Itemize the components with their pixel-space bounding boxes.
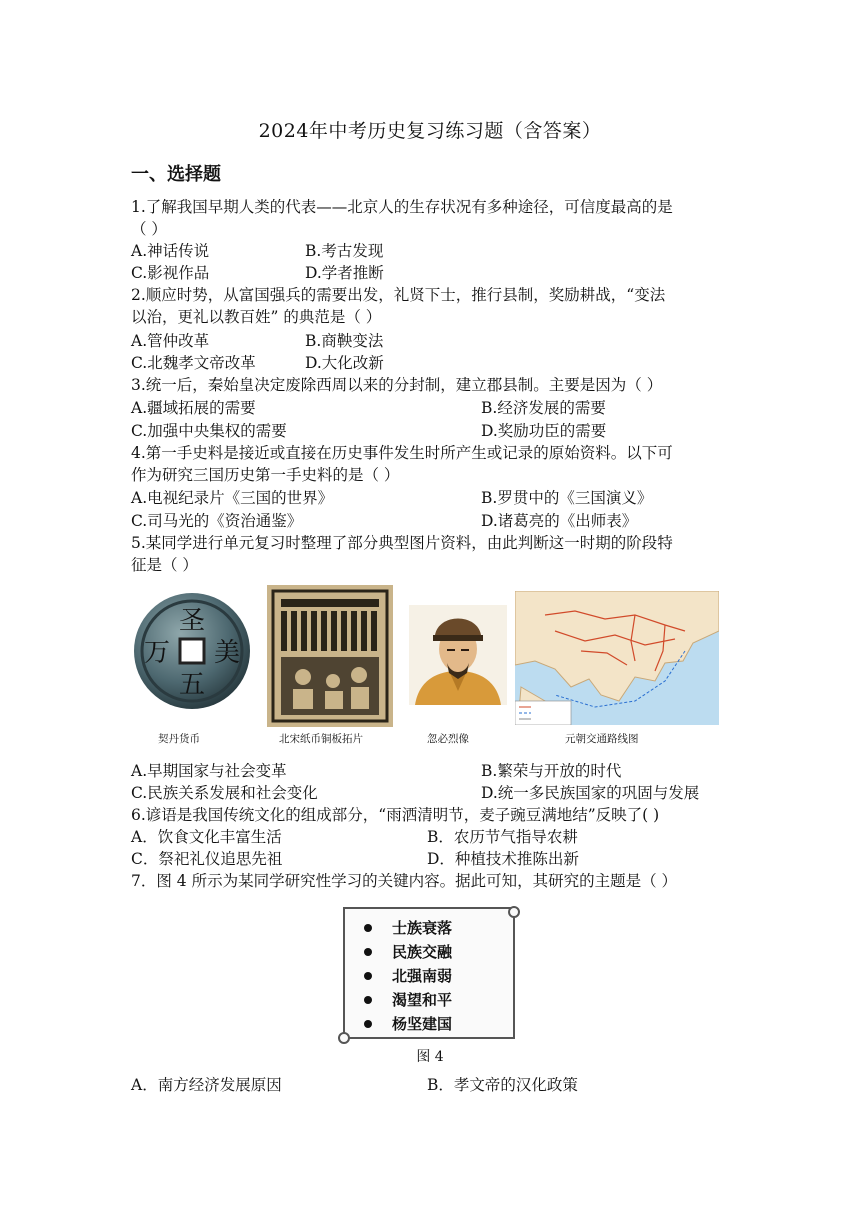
question-1-option-d: D.学者推断 bbox=[305, 264, 384, 282]
question-5-option-a: A.早期国家与社会变革 bbox=[131, 762, 287, 780]
portrait-hat-brim bbox=[433, 635, 483, 641]
question-3-option-d: D.奖励功臣的需要 bbox=[481, 422, 607, 440]
question-7-text: 7．图 4 所示为某同学研究性学习的关键内容。据此可知，其研究的主题是（ ） bbox=[131, 872, 678, 890]
scroll-top-curl bbox=[509, 907, 519, 917]
coin-square-hole bbox=[180, 639, 204, 663]
question-3-text: 3.统一后，秦始皇决定废除西周以来的分封制，建立郡县制。主要是因为（ ） bbox=[131, 376, 663, 394]
yuan-route-map-image bbox=[515, 591, 719, 725]
question-6-text: 6.谚语是我国传统文化的组成部分，“雨洒清明节，麦子豌豆满地结”反映了( ) bbox=[131, 806, 660, 824]
question-6-option-c: C．祭祀礼仪追思先祖 bbox=[131, 850, 283, 868]
map-legend-box bbox=[515, 701, 571, 725]
caption-khitan-coin: 契丹货币 bbox=[158, 733, 200, 745]
question-2-option-a: A.管仲改革 bbox=[131, 332, 210, 350]
question-1-text-line1: 1.了解我国早期人类的代表——北京人的生存状况有多种途径，可信度最高的是 bbox=[131, 198, 673, 216]
question-3-option-a: A.疆域拓展的需要 bbox=[131, 399, 256, 417]
question-4-option-a: A.电视纪录片《三国的世界》 bbox=[131, 489, 334, 507]
scroll-bottom-curl bbox=[339, 1033, 349, 1043]
question-4-option-b: B.罗贯中的《三国演义》 bbox=[481, 489, 653, 507]
song-banknote-rubbing-image bbox=[267, 585, 393, 727]
question-1-option-c: C.影视作品 bbox=[131, 264, 210, 282]
question-3-option-b: B.经济发展的需要 bbox=[481, 399, 606, 417]
question-5-option-b: B.繁荣与开放的时代 bbox=[481, 762, 622, 780]
question-4-option-d: D.诸葛亮的《出师表》 bbox=[481, 512, 638, 530]
document-title: 2024年中考历史复习练习题（含答案） bbox=[258, 120, 602, 142]
question-5-option-d: D.统一多民族国家的巩固与发展 bbox=[481, 784, 700, 802]
coin-char-right: 美 bbox=[213, 638, 241, 668]
question-4-text-line1: 4.第一手史料是接近或直接在历史事件发生时所产生或记录的原始资料。以下可 bbox=[131, 444, 673, 462]
question-6-option-d: D．种植技术推陈出新 bbox=[427, 850, 579, 868]
khitan-coin-image bbox=[131, 585, 253, 725]
coin-char-top: 圣 bbox=[178, 606, 206, 636]
question-5-text-line2: 征是（ ） bbox=[131, 556, 198, 574]
question-5-option-c: C.民族关系发展和社会变化 bbox=[131, 784, 318, 802]
question-5-figures bbox=[131, 585, 731, 745]
question-2-option-d: D.大化改新 bbox=[305, 354, 384, 372]
scroll-item-3: 北强南弱 bbox=[392, 967, 453, 985]
question-7-option-a: A．南方经济发展原因 bbox=[131, 1076, 282, 1094]
question-2-option-c: C.北魏孝文帝改革 bbox=[131, 354, 256, 372]
question-2-text-line1: 2.顺应时势，从富国强兵的需要出发，礼贤下士，推行县制，奖励耕战，“变法 bbox=[131, 286, 666, 304]
question-3-option-c: C.加强中央集权的需要 bbox=[131, 422, 287, 440]
question-6-option-b: B．农历节气指导农耕 bbox=[427, 828, 578, 846]
scroll-item-2: 民族交融 bbox=[392, 943, 453, 961]
figure-4-label: 图 4 bbox=[416, 1049, 444, 1065]
scroll-item-1: 士族衰落 bbox=[392, 919, 453, 937]
scroll-items bbox=[392, 919, 453, 1033]
question-2-option-b: B.商鞅变法 bbox=[305, 332, 384, 350]
question-7-option-b: B．孝文帝的汉化政策 bbox=[427, 1076, 578, 1094]
caption-banknote: 北宋纸币铜板拓片 bbox=[279, 733, 363, 745]
caption-portrait: 忽必烈像 bbox=[427, 733, 469, 745]
question-4-option-c: C.司马光的《资治通鉴》 bbox=[131, 512, 303, 530]
question-5-text-line1: 5.某同学进行单元复习时整理了部分典型图片资料，由此判断这一时期的阶段特 bbox=[131, 534, 673, 552]
question-1-option-a: A.神话传说 bbox=[131, 242, 210, 260]
figure-4-scroll bbox=[336, 904, 522, 1046]
coin-char-bottom: 五 bbox=[178, 670, 206, 700]
kublai-khan-portrait-image bbox=[409, 605, 507, 705]
scroll-item-5: 杨坚建国 bbox=[392, 1015, 453, 1033]
question-1-option-b: B.考古发现 bbox=[305, 242, 384, 260]
question-1-text-line2: （ ） bbox=[131, 220, 167, 238]
section-heading: 一、选择题 bbox=[131, 164, 221, 185]
question-4-text-line2: 作为研究三国历史第一手史料的是（ ） bbox=[131, 466, 400, 484]
coin-char-left: 万 bbox=[143, 638, 171, 668]
caption-map: 元朝交通路线图 bbox=[565, 733, 639, 745]
question-2-text-line2: 以治，更礼以教百姓” 的典范是（ ） bbox=[131, 308, 382, 326]
question-6-option-a: A．饮食文化丰富生活 bbox=[131, 828, 282, 846]
scroll-item-4: 渴望和平 bbox=[392, 991, 453, 1009]
